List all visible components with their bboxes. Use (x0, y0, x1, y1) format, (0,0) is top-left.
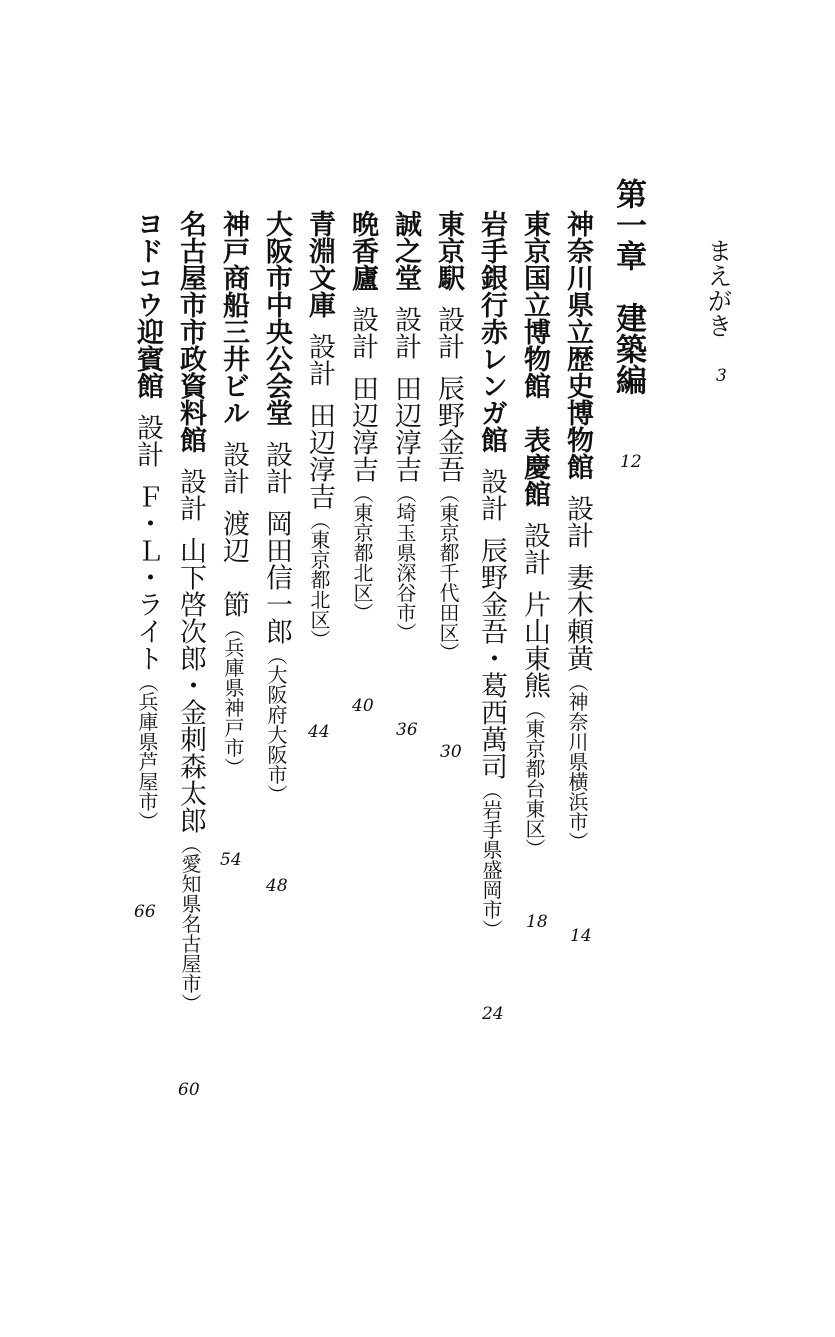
building-name: 名古屋市市政資料館 (175, 210, 206, 453)
location: （東京都北区） (307, 509, 331, 650)
design-label: 設計 (218, 440, 249, 495)
location: （兵庫県芦屋市） (135, 671, 159, 832)
page-number: 40 (352, 696, 374, 716)
toc-entry[interactable] (521, 210, 548, 859)
location: （東京都千代田区） (436, 482, 460, 663)
toc-entry[interactable] (177, 210, 204, 1014)
building-name: ヨドコウ迎賓館 (132, 210, 163, 399)
architect-name: 辰野金吾・葛西萬司 (476, 536, 507, 780)
preface-page-number: 3 (716, 366, 727, 386)
toc-entry[interactable] (392, 210, 419, 643)
page-number: 24 (482, 1004, 504, 1024)
page-number: 48 (266, 876, 288, 896)
location: （愛知県名古屋市） (178, 833, 202, 1014)
design-label: 設計 (175, 467, 206, 522)
location: （大阪府大阪市） (264, 644, 288, 805)
toc-entry[interactable] (349, 210, 376, 623)
architect-name: 田辺淳吉 (304, 401, 335, 510)
building-name: 岩手銀行赤レンガ館 (476, 210, 507, 453)
design-label: 設計 (347, 305, 378, 360)
design-label: 設計 (433, 305, 464, 360)
architect-name: 山下啓次郎・金刺森太郎 (175, 536, 206, 834)
page-number: 44 (308, 722, 330, 742)
chapter-label: 第一章 (610, 178, 646, 271)
page-number: 54 (220, 850, 242, 870)
toc-entry[interactable] (306, 210, 333, 650)
toc-entry[interactable] (564, 210, 591, 852)
location: （岩手県盛岡市） (479, 779, 503, 940)
architect-name: 田辺淳吉 (390, 374, 421, 483)
design-label: 設計 (390, 305, 421, 360)
building-name: 大阪市中央公会堂 (261, 210, 292, 426)
toc-entry[interactable] (478, 210, 505, 940)
design-label: 設計 (519, 521, 550, 576)
design-label: 設計 (261, 440, 292, 495)
page-number: 30 (440, 742, 462, 762)
location: （兵庫県神戸市） (221, 617, 245, 778)
design-label: 設計 (476, 467, 507, 522)
page-number: 14 (570, 926, 592, 946)
architect-name: Ｆ・Ｌ・ライト (132, 482, 163, 672)
building-name: 神戸商船三井ビル (218, 210, 249, 426)
preface-title: まえがき (704, 238, 733, 338)
building-name: 誠之堂 (390, 210, 421, 291)
architect-name: 岡田信一郎 (261, 509, 292, 645)
toc-entry[interactable] (134, 210, 161, 832)
toc-entry[interactable] (220, 210, 247, 778)
building-name: 東京国立博物館 表慶館 (519, 210, 550, 507)
architect-name: 妻木頼黄 (562, 563, 593, 672)
building-name: 青淵文庫 (304, 210, 335, 318)
toc-entry[interactable] (435, 210, 462, 663)
building-name: 神奈川県立歴史博物館 (562, 210, 593, 480)
location: （埼玉県深谷市） (393, 482, 417, 643)
page-number: 18 (526, 912, 548, 932)
design-label: 設計 (562, 494, 593, 549)
page-number: 60 (178, 1080, 200, 1100)
architect-name: 田辺淳吉 (347, 374, 378, 483)
chapter-heading[interactable] (610, 178, 646, 395)
location: （東京都台東区） (522, 698, 546, 859)
chapter-title: 建築編 (610, 302, 646, 395)
design-label: 設計 (304, 332, 335, 387)
architect-name: 片山東熊 (519, 590, 550, 699)
toc-entry[interactable] (263, 210, 290, 805)
design-label: 設計 (132, 413, 163, 468)
location: （神奈川県横浜市） (565, 671, 589, 852)
chapter-page-number: 12 (620, 452, 642, 472)
architect-name: 渡辺 節 (218, 509, 249, 618)
page-number: 66 (134, 902, 156, 922)
building-name: 晩香廬 (347, 210, 378, 291)
page-number: 36 (396, 720, 418, 740)
architect-name: 辰野金吾 (433, 374, 464, 483)
location: （東京都北区） (350, 482, 374, 623)
preface-entry[interactable] (706, 238, 731, 338)
building-name: 東京駅 (433, 210, 464, 291)
